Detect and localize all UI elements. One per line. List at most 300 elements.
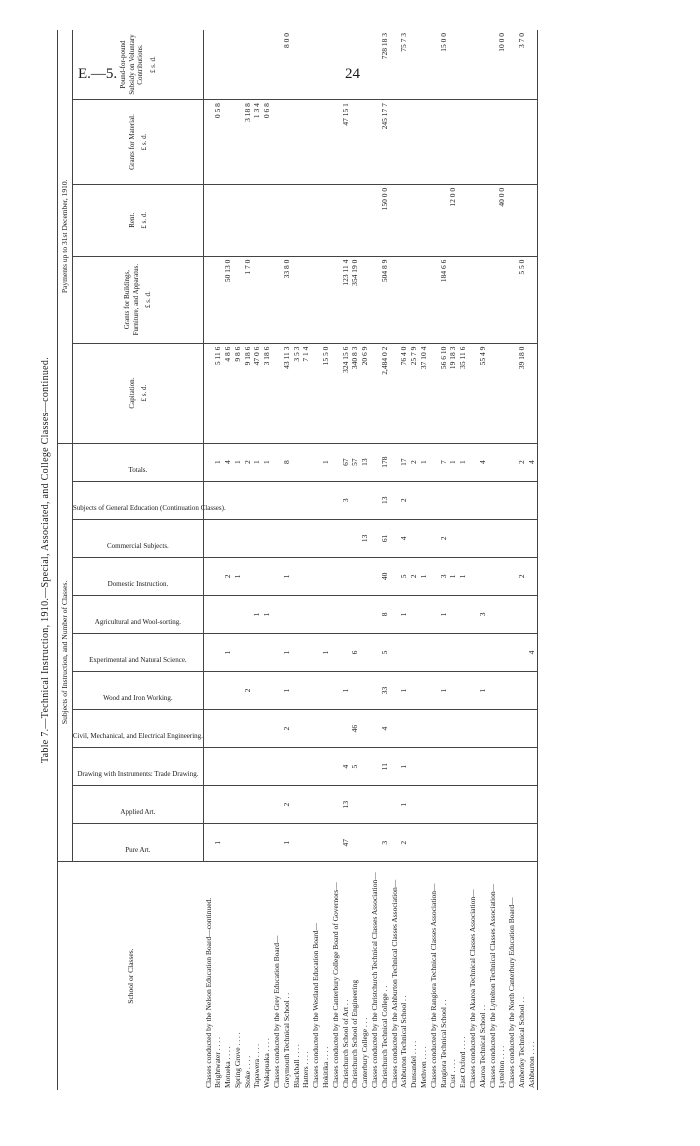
class-count [468,557,478,595]
class-count: 8 [380,595,390,633]
school-name: Brightwater . . . . [213,1037,223,1088]
class-count [370,633,380,671]
class-count [341,595,351,633]
table-row [527,30,537,1090]
class-count: 5 [380,633,390,671]
subject-header [73,671,204,709]
payment-amount: 37 10 4 [419,343,429,443]
class-count [429,786,439,824]
payment-amount: 40 0 0 [497,184,507,256]
payment-amount: 39 18 0 [517,343,527,443]
school-name: Classes conducted by the North Canterbury Education Board— [507,897,517,1088]
class-count [527,671,537,709]
class-count: 2 [243,671,253,709]
class-count [448,633,458,671]
class-count [527,519,537,557]
class-count [292,519,302,557]
class-count: 40 [380,557,390,595]
class-count [272,519,282,557]
class-count [448,481,458,519]
class-count [458,786,468,824]
class-count [292,595,302,633]
class-count [458,595,468,633]
payment-amount [223,30,233,100]
class-count [204,443,214,481]
class-count [409,481,419,519]
class-count [311,557,321,595]
subject-header-label: Drawing with Instruments: Trade Drawing. [77,770,199,779]
school-name: Methven . . . . [419,1046,429,1088]
class-count [262,519,272,557]
class-count [243,710,253,748]
school-name: Cust . . . . [448,1059,458,1088]
class-count: 178 [380,443,390,481]
payment-amount [370,184,380,256]
class-count [390,557,400,595]
table-row [272,30,282,1090]
class-count [204,633,214,671]
payment-amount [497,343,507,443]
class-count [380,786,390,824]
payment-header-label: Grants for Material. [127,114,136,170]
class-count: 2 [223,557,233,595]
payment-amount [252,30,262,100]
class-count [527,748,537,786]
payment-amount [252,184,262,256]
payment-amount [331,100,341,185]
class-count: 1 [213,443,223,481]
class-count [507,786,517,824]
class-count [390,595,400,633]
class-count [311,481,321,519]
payment-amount [448,100,458,185]
class-count [213,710,223,748]
class-count: 4 [478,443,488,481]
class-count: 1 [321,633,331,671]
class-count [468,633,478,671]
class-count [311,824,321,862]
class-count [517,633,527,671]
payment-amount [321,184,331,256]
class-count [517,748,527,786]
class-count [468,481,478,519]
payment-amount [370,256,380,343]
table-row [399,30,409,1090]
class-count [399,633,409,671]
class-count [478,748,488,786]
payment-amount [213,30,223,100]
table-row [321,30,331,1090]
subject-header-label: Totals. [128,465,148,474]
class-count [488,786,498,824]
class-count [429,443,439,481]
class-count [370,710,380,748]
class-count: 7 [439,443,449,481]
payment-amount [204,343,214,443]
payment-amount [458,100,468,185]
page-ref: E.—5. [78,66,118,82]
table-row [390,30,400,1090]
class-count [301,519,311,557]
school-name: Classes conducted by the Christchurch Technical Classes Association— [370,872,380,1088]
class-count [478,786,488,824]
class-count [409,786,419,824]
class-count [390,824,400,862]
class-count [478,824,488,862]
class-count [448,519,458,557]
table-row [458,30,468,1090]
class-count: 1 [399,671,409,709]
class-count [213,557,223,595]
class-count [429,671,439,709]
class-count [321,671,331,709]
payment-amount [399,100,409,185]
class-count [262,671,272,709]
class-count [243,786,253,824]
class-count [301,595,311,633]
payment-amount [321,30,331,100]
payment-amount [272,343,282,443]
table-row [448,30,458,1090]
class-count [478,633,488,671]
payment-amount: 184 6 6 [439,256,449,343]
payment-amount [478,100,488,185]
class-count: 1 [233,443,243,481]
class-count: 2 [517,443,527,481]
payment-header [73,343,204,443]
class-count [370,481,380,519]
subjects-group-header: Subjects of Instruction, and Number of Classes. [58,443,73,862]
payment-amount: 76 4 0 [399,343,409,443]
class-count [458,824,468,862]
class-count [262,824,272,862]
payments-group-header: Payments up to 31st December, 1910. [58,30,73,443]
payment-amount [478,184,488,256]
payment-amount [458,30,468,100]
payment-amount [399,256,409,343]
payment-amount [292,184,302,256]
class-count [360,671,370,709]
class-count: 1 [233,557,243,595]
class-count [448,710,458,748]
payment-amount [301,100,311,185]
payment-header [73,100,204,185]
class-count [429,595,439,633]
class-count: 1 [282,824,292,862]
class-count [213,519,223,557]
table-row [331,30,341,1090]
class-count: 1 [282,633,292,671]
class-count [488,595,498,633]
class-count [252,671,262,709]
class-count: 13 [341,786,351,824]
class-count [272,633,282,671]
table-row [341,30,351,1090]
payment-amount [458,184,468,256]
class-count [517,786,527,824]
table-row [213,30,223,1090]
payment-header-label: Capitation. [127,377,136,409]
table-row [350,30,360,1090]
class-count [370,824,380,862]
class-count [360,557,370,595]
payment-amount: 47 0 6 [252,343,262,443]
table-row [252,30,262,1090]
subject-header-label: Civil, Mechanical, and Electrical Engineering. [72,732,204,741]
class-count [243,481,253,519]
school-name: Amberley Technical School . . [517,997,526,1088]
class-count [292,710,302,748]
school-name: Christchurch School of Art . . [340,999,350,1088]
class-count [419,519,429,557]
class-count [223,710,233,748]
class-count [439,481,449,519]
payment-amount [448,30,458,100]
payment-amount: 7 1 4 [301,343,311,443]
class-count: 4 [380,710,390,748]
class-count [360,824,370,862]
class-count [517,824,527,862]
class-count: 3 [380,824,390,862]
class-count: 3 [341,481,351,519]
payment-amount [507,100,517,185]
payment-amount: 56 6 10 [439,343,449,443]
class-count [409,519,419,557]
class-count [507,481,517,519]
payment-amount [233,184,243,256]
class-count [311,786,321,824]
class-count: 1 [458,557,468,595]
class-count [311,710,321,748]
class-count [448,595,458,633]
class-count: 2 [282,786,292,824]
class-count [517,595,527,633]
class-count [252,748,262,786]
payment-amount [517,184,527,256]
payment-amount [370,30,380,100]
class-count [409,633,419,671]
payment-amount [331,343,341,443]
table-row [468,30,478,1090]
payment-amount [243,30,253,100]
class-count [311,519,321,557]
class-count: 4 [223,443,233,481]
class-count [301,786,311,824]
class-count [292,633,302,671]
class-count: 13 [380,481,390,519]
payment-amount: 728 18 3 [380,30,390,100]
payment-amount [390,184,400,256]
school-name: Christchurch School of Engineering [350,979,360,1088]
class-count [321,557,331,595]
payment-amount: 0 6 8 [262,100,272,185]
class-count [292,481,302,519]
subject-header [73,786,204,824]
class-count [321,786,331,824]
class-count [478,710,488,748]
class-count [213,481,223,519]
payment-amount [409,184,419,256]
class-count [527,710,537,748]
payment-amount [311,256,321,343]
subject-header-label: Subjects of General Education (Continuation Classes). [72,503,226,512]
payment-amount [233,30,243,100]
table-row [429,30,439,1090]
school-name: Classes conducted by the Akaroa Technical Classes Association— [468,889,478,1088]
school-name: Wakapuaka . . . . [262,1038,272,1088]
class-count [429,519,439,557]
class-count [350,824,360,862]
class-count: 1 [458,443,468,481]
payment-amount: 5 5 0 [517,256,527,343]
school-name: Ashburton . . . . [526,1041,536,1088]
class-count [243,557,253,595]
payment-amount: 15 0 0 [439,30,449,100]
class-count [331,519,341,557]
class-count [204,481,214,519]
payment-amount [301,256,311,343]
subject-header [73,443,204,481]
school-name: Rangiora Technical School . . [438,999,448,1088]
class-count: 2 [439,519,449,557]
class-count: 1 [252,595,262,633]
payment-amount [429,100,439,185]
payment-amount [497,256,507,343]
class-count [272,786,282,824]
payment-amount [311,343,321,443]
class-count [282,481,292,519]
technical-instruction-table [57,30,538,1090]
payment-amount [292,100,302,185]
payment-amount [350,30,360,100]
payment-amount: 33 8 0 [282,256,292,343]
class-count [311,443,321,481]
class-count: 1 [282,557,292,595]
payment-amount [292,256,302,343]
subject-header [73,824,204,862]
payment-amount [390,256,400,343]
class-count [419,824,429,862]
payment-amount: 324 15 6 [341,343,351,443]
class-count: 1 [478,671,488,709]
subject-header [73,519,204,557]
payment-amount [458,256,468,343]
class-count [204,710,214,748]
payment-amount: 43 11 3 [282,343,292,443]
class-count [331,786,341,824]
class-count: 4 [341,748,351,786]
payment-amount [507,256,517,343]
class-count [262,633,272,671]
class-count [350,557,360,595]
class-count [252,633,262,671]
class-count [429,748,439,786]
class-count [419,633,429,671]
class-count [439,633,449,671]
class-count [331,710,341,748]
class-count [497,557,507,595]
class-count [233,748,243,786]
class-count: 4 [527,633,537,671]
school-name: Spring Grove . . . . [232,1032,242,1088]
table-row [301,30,311,1090]
class-count [497,481,507,519]
payment-amount: 245 17 7 [380,100,390,185]
class-count [331,443,341,481]
class-count [390,443,400,481]
class-count [301,557,311,595]
school-name: Hatters . . . . [301,1051,311,1088]
class-count [204,557,214,595]
class-count: 47 [341,824,351,862]
class-count: 2 [282,710,292,748]
payment-header-label: Pound-for-pound Subsidy on Voluntary Contributions. [119,34,144,95]
payment-amount [360,30,370,100]
payment-amount [419,100,429,185]
class-count [507,824,517,862]
payment-amount [429,256,439,343]
class-count [243,824,253,862]
class-count [252,557,262,595]
class-count [439,786,449,824]
school-name: Classes conducted by the Rangiora Technical Classes Association— [428,883,438,1088]
class-count [233,519,243,557]
school-name: Ashburton Technical School . . [399,995,409,1088]
class-count: 33 [380,671,390,709]
payment-amount: 9 8 6 [233,343,243,443]
class-count: 13 [360,443,370,481]
class-count [527,786,537,824]
payment-amount [292,30,302,100]
class-count [223,824,233,862]
payment-amount: 0 5 8 [213,100,223,185]
class-count [204,824,214,862]
payment-amount [439,184,449,256]
school-name: Christchurch Technical College . . [379,985,389,1088]
money-units: £ s. d. [144,291,153,308]
payment-amount: 2,484 0 2 [380,343,390,443]
payment-amount [468,256,478,343]
class-count [419,786,429,824]
payment-amount [282,184,292,256]
class-count [409,748,419,786]
class-count [507,748,517,786]
payment-amount [350,100,360,185]
class-count [458,633,468,671]
class-count [429,824,439,862]
payment-amount [527,100,537,185]
subject-header-label: Commercial Subjects. [107,541,169,550]
payment-amount [478,30,488,100]
payment-amount [204,30,214,100]
payment-amount [488,100,498,185]
class-count [468,595,478,633]
class-count [488,481,498,519]
rotated-table-page [35,30,647,1090]
payment-amount: 47 15 1 [341,100,351,185]
class-count [341,710,351,748]
class-count [282,595,292,633]
table-row [223,30,233,1090]
class-count [233,671,243,709]
payment-amount [507,30,517,100]
class-count [478,557,488,595]
class-count: 1 [439,671,449,709]
payment-amount: 3 18 8 [243,100,253,185]
class-count [419,710,429,748]
class-count [360,481,370,519]
payment-amount [429,343,439,443]
